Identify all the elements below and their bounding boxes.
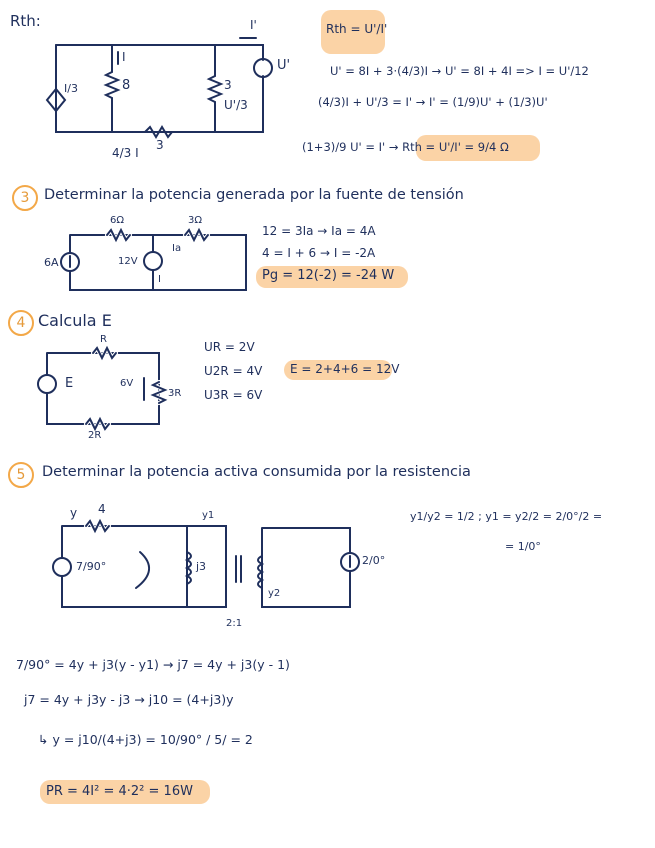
rth-label-current-src: I/3 bbox=[64, 82, 78, 95]
voltage-source-icon bbox=[254, 59, 272, 77]
rth-formula-def: Rth = U'/I' bbox=[326, 22, 388, 36]
section3-label-v12: 12V bbox=[118, 256, 138, 267]
rth-title: Rth: bbox=[10, 12, 41, 30]
section5-eq4: PR = 4I² = 4·2² = 16W bbox=[46, 784, 193, 799]
section4-eq2: U2R = 4V bbox=[204, 364, 263, 378]
section5-label-r4: 4 bbox=[98, 502, 106, 516]
section5-label-y1: y1 bbox=[202, 510, 215, 521]
voltage-source-icon bbox=[144, 252, 162, 270]
section3-eq2: 4 = I + 6 → I = -2A bbox=[262, 246, 376, 260]
rth-eq2: (4/3)I + U'/3 = I' → I' = (1/9)U' + (1/3)U' bbox=[318, 95, 548, 109]
section4-number: 4 bbox=[8, 310, 34, 336]
section5-side1: y1/y2 = 1/2 ; y1 = y2/2 = 2/0°/2 = bbox=[410, 510, 603, 523]
section3-eq3: Pg = 12(-2) = -24 W bbox=[262, 268, 395, 283]
rth-circuit bbox=[47, 38, 272, 137]
rth-label-r3: 3 bbox=[224, 78, 232, 92]
section4-result: E = 2+4+6 = 12V bbox=[290, 362, 400, 376]
rth-label-u3: U'/3 bbox=[224, 98, 248, 112]
voltage-source-icon bbox=[53, 558, 71, 576]
rth-label-r8: 8 bbox=[122, 78, 131, 93]
section5-label-ratio: 2:1 bbox=[226, 618, 243, 629]
rth-label-iprime: I' bbox=[250, 18, 257, 32]
section3-title: Determinar la potencia generada por la fuente de tensión bbox=[44, 187, 464, 203]
section3-label-r6: 6Ω bbox=[110, 215, 125, 226]
section3-label-r3: 3Ω bbox=[188, 215, 203, 226]
section5-label-y2: y2 bbox=[268, 588, 281, 599]
rth-label-r3b: 3 bbox=[156, 138, 164, 152]
section3-label-i: I bbox=[158, 274, 161, 285]
section4-label-r3: 3R bbox=[168, 388, 182, 399]
section5-eq2: j7 = 4y + j3y - j3 → j10 = (4+j3)y bbox=[24, 692, 234, 707]
section5-number: 5 bbox=[8, 462, 34, 488]
section4-title: Calcula E bbox=[38, 311, 112, 330]
voltage-source-icon bbox=[38, 375, 56, 393]
section3-label-src6a: 6A bbox=[44, 256, 59, 269]
section3-number: 3 bbox=[12, 185, 38, 211]
section4-circuit bbox=[38, 348, 165, 429]
rth-eq1: U' = 8I + 3·(4/3)I → U' = 8I + 4I => I = U'/12 bbox=[330, 64, 589, 78]
section3-label-ia: Ia bbox=[172, 243, 182, 254]
section5-side2: = 1/0° bbox=[505, 540, 541, 553]
section3-eq1: 12 = 3Ia → Ia = 4A bbox=[262, 224, 376, 238]
rth-eq3: (1+3)/9 U' = I' → Rth = U'/I' = 9/4 Ω bbox=[302, 140, 509, 154]
section5-label-y: y bbox=[70, 506, 78, 520]
rth-label-i: I bbox=[122, 50, 126, 64]
section4-label-e: E bbox=[65, 376, 74, 391]
section4-eq1: UR = 2V bbox=[204, 340, 255, 354]
section4-eq3: U3R = 6V bbox=[204, 388, 263, 402]
section5-title: Determinar la potencia activa consumida por la resistencia bbox=[42, 464, 471, 480]
section4-label-r: R bbox=[100, 334, 107, 345]
section5-label-j3: j3 bbox=[196, 560, 207, 573]
section5-eq3: ↳ y = j10/(4+j3) = 10/90° / 5/ = 2 bbox=[38, 732, 253, 747]
section4-label-v6: 6V bbox=[120, 378, 134, 389]
rth-label-i43: 4/3 I bbox=[112, 146, 139, 160]
section4-label-r2: 2R bbox=[88, 430, 102, 441]
section5-eq1: 7/90° = 4y + j3(y - y1) → j7 = 4y + j3(y - 1) bbox=[16, 657, 290, 672]
rth-label-uprime: U' bbox=[277, 58, 291, 73]
section5-label-src2: 2/0° bbox=[362, 554, 386, 567]
section3-circuit bbox=[61, 230, 246, 290]
section5-label-src: 7/90° bbox=[76, 560, 107, 573]
